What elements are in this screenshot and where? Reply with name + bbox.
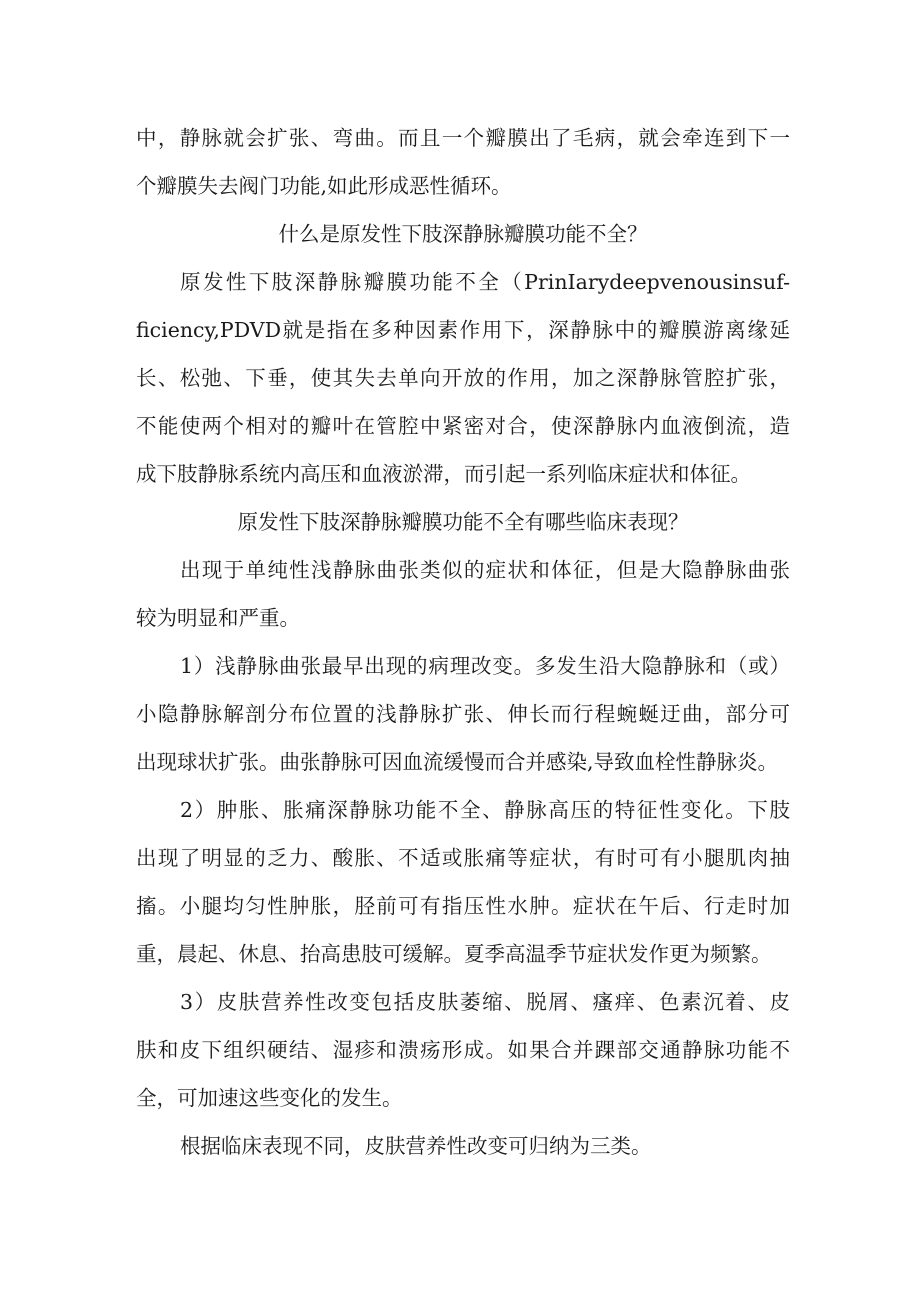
text-line: 原发性下肢深静脉瓣膜功能不全（PrinIarydeepvenousinsuf-	[180, 270, 790, 294]
text-line: 不能使两个相对的瓣叶在管腔中紧密对合，使深静脉内血液倒流，造	[136, 414, 790, 438]
text-line: 2）肿胀、胀痛深静脉功能不全、静脉高压的特征性变化。下肢	[180, 798, 790, 822]
section-heading: 原发性下肢深静脉瓣膜功能不全有哪些临床表现？	[237, 510, 689, 534]
text-line: 全，可加速这些变化的发生。	[136, 1086, 403, 1110]
text-line: 3）皮肤营养性改变包括皮肤萎缩、脱屑、瘙痒、色素沉着、皮	[180, 990, 790, 1014]
text-line: 个瓣膜失去阀门功能,如此形成恶性循环。	[136, 174, 512, 198]
text-line: 中，静脉就会扩张、弯曲。而且一个瓣膜出了毛病，就会牵连到下一	[136, 126, 790, 150]
text-line: 1）浅静脉曲张最早出现的病理改变。多发生沿大隐静脉和（或）	[180, 654, 790, 678]
section-heading: 什么是原发性下肢深静脉瓣膜功能不全？	[278, 222, 648, 246]
text-line: 成下肢静脉系统内高压和血液淤滞，而引起一系列临床症状和体征。	[136, 462, 751, 486]
text-line: 长、松弛、下垂，使其失去单向开放的作用，加之深静脉管腔扩张，	[136, 366, 790, 390]
text-line: 出现球状扩张。曲张静脉可因血流缓慢而合并感染,导致血栓性静脉炎。	[136, 750, 779, 774]
text-line: 搐。小腿均匀性肿胀，胫前可有指压性水肿。症状在午后、行走时加	[136, 894, 790, 918]
text-line: 根据临床表现不同，皮肤营养性改变可归纳为三类。	[180, 1134, 652, 1158]
text-line: 出现了明显的乏力、酸胀、不适或胀痛等症状，有时可有小腿肌肉抽	[136, 846, 790, 870]
text-line: 出现于单纯性浅静脉曲张类似的症状和体征，但是大隐静脉曲张	[180, 558, 790, 582]
text-line: 肤和皮下组织硬结、湿疹和溃疡形成。如果合并踝部交通静脉功能不	[136, 1038, 790, 1062]
text-line: 小隐静脉解剖分布位置的浅静脉扩张、伸长而行程蜿蜒迂曲，部分可	[136, 702, 790, 726]
document-page	[136, 114, 790, 1170]
text-line: ficiency,PDVD就是指在多种因素作用下，深静脉中的瓣膜游离缘延	[136, 318, 790, 342]
text-line: 较为明显和严重。	[136, 606, 300, 630]
text-line: 重，晨起、休息、抬高患肢可缓解。夏季高温季节症状发作更为频繁。	[136, 942, 772, 966]
